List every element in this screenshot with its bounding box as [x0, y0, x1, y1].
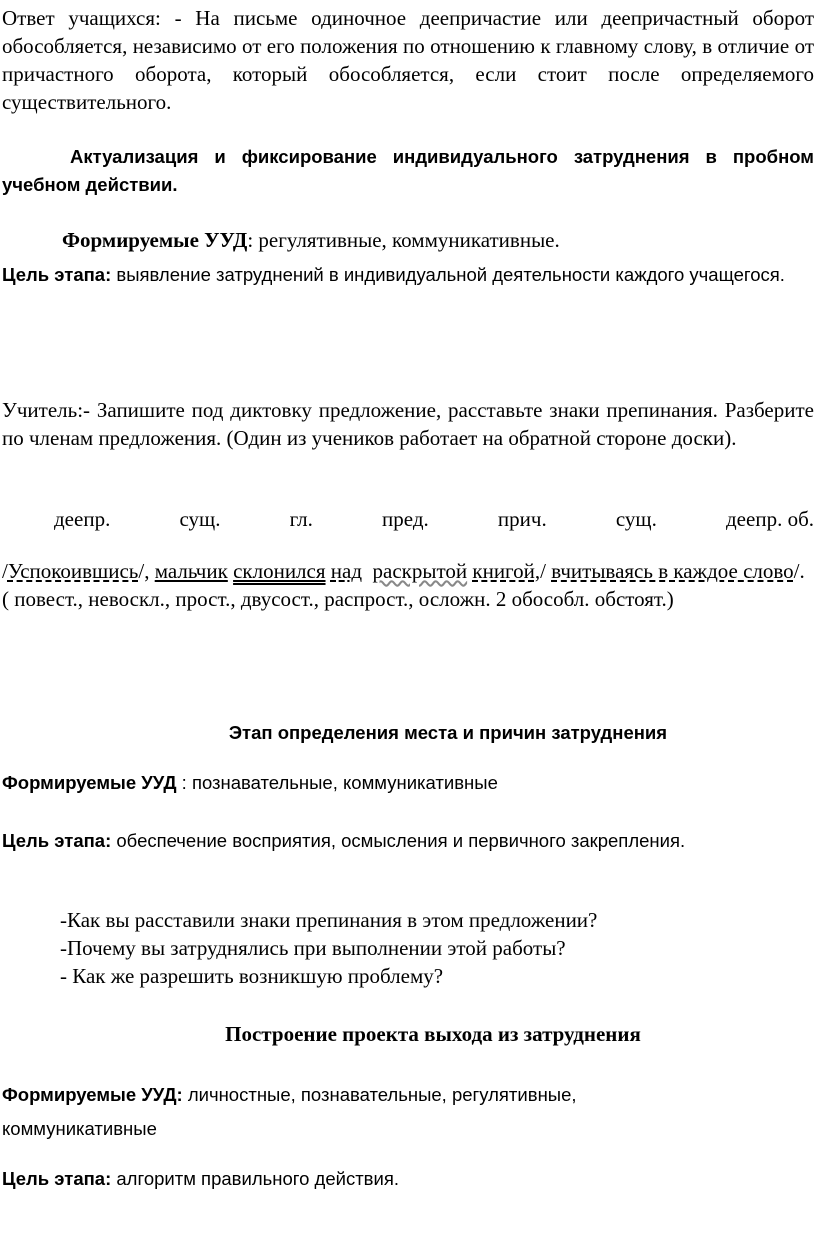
uud-label: Формируемые УУД: [2, 1084, 183, 1105]
punct: ,/ [534, 559, 552, 583]
section1-heading: Актуализация и фиксирование индивидуального затруднения в пробном учебном действии. [2, 146, 814, 195]
sentence-analysis: /. ( повест., невоскл., прост., двусост., распрост., осложн. 2 обособл. обстоят.) [2, 559, 805, 611]
label: прич. [497, 507, 547, 531]
label: деепр. [54, 507, 111, 531]
goal-label: Цель этапа: [2, 264, 112, 285]
parse-labels [2, 505, 814, 533]
section2-uud [2, 772, 814, 794]
goal-value: обеспечение восприятия, осмысления и первичного закрепления. [111, 830, 686, 851]
student-answer-paragraph: Ответ учащихся: - На письме одиночное деепричастие или деепричастный оборот обособляется, независимо от его положения по отношению к главному слову, в отличие от причастного оборота, который обособляется, если стоит после определяемого существительного. [2, 6, 814, 114]
parsed-sentence [2, 557, 814, 613]
label: деепр. об. [726, 507, 814, 531]
goal-label: Цель этапа: [2, 1168, 112, 1189]
uud-value: личностные, познавательные, регулятивные, коммуникативные [2, 1084, 577, 1139]
label: гл. [289, 507, 313, 531]
punct: /, [138, 559, 155, 583]
word-participle: Успокоившись [7, 559, 139, 583]
label: сущ. [179, 507, 221, 531]
section1-goal [2, 256, 814, 293]
section1-uud [2, 226, 814, 254]
word-predicate: склонился [233, 559, 326, 583]
label: пред. [382, 507, 429, 531]
word-subject: мальчик [154, 559, 228, 583]
section2-goal [2, 822, 814, 859]
uud-value: : познавательные, коммуникативные [176, 772, 498, 793]
goal-value: алгоритм правильного действия. [111, 1168, 399, 1189]
word-object: книгой [472, 559, 535, 583]
teacher-instruction: Учитель:- Запишите под диктовку предложение, расставьте знаки препинания. Разберите по членам предложения. (Один из учеников работает на обратной стороне доски). [2, 398, 814, 450]
word-participle-phrase: вчитываясь в каждое слово [551, 559, 794, 583]
uud-value: : регулятивные, коммуникативные. [247, 228, 560, 252]
goal-value: выявление затруднений в индивидуальной деятельности каждого учащегося. [111, 264, 785, 285]
word-preposition: над [330, 559, 363, 583]
question: -Как вы расставили знаки препинания в этом предложении? [60, 908, 598, 932]
goal-label: Цель этапа: [2, 830, 112, 851]
section3-goal [2, 1168, 814, 1190]
section3-uud [2, 1078, 814, 1146]
section3-heading: Построение проекта выхода из затруднения [225, 1022, 641, 1046]
question: - Как же разрешить возникшую проблему? [60, 964, 444, 988]
questions-list [2, 906, 814, 990]
punct: / [2, 559, 8, 583]
section2-heading: Этап определения места и причин затруднения [228, 722, 668, 743]
uud-label: Формируемые УУД [62, 228, 248, 252]
word-attribute: раскрытой [372, 559, 468, 583]
label: сущ. [615, 507, 657, 531]
uud-label: Формируемые УУД [2, 772, 177, 793]
question: -Почему вы затруднялись при выполнении этой работы? [60, 936, 566, 960]
